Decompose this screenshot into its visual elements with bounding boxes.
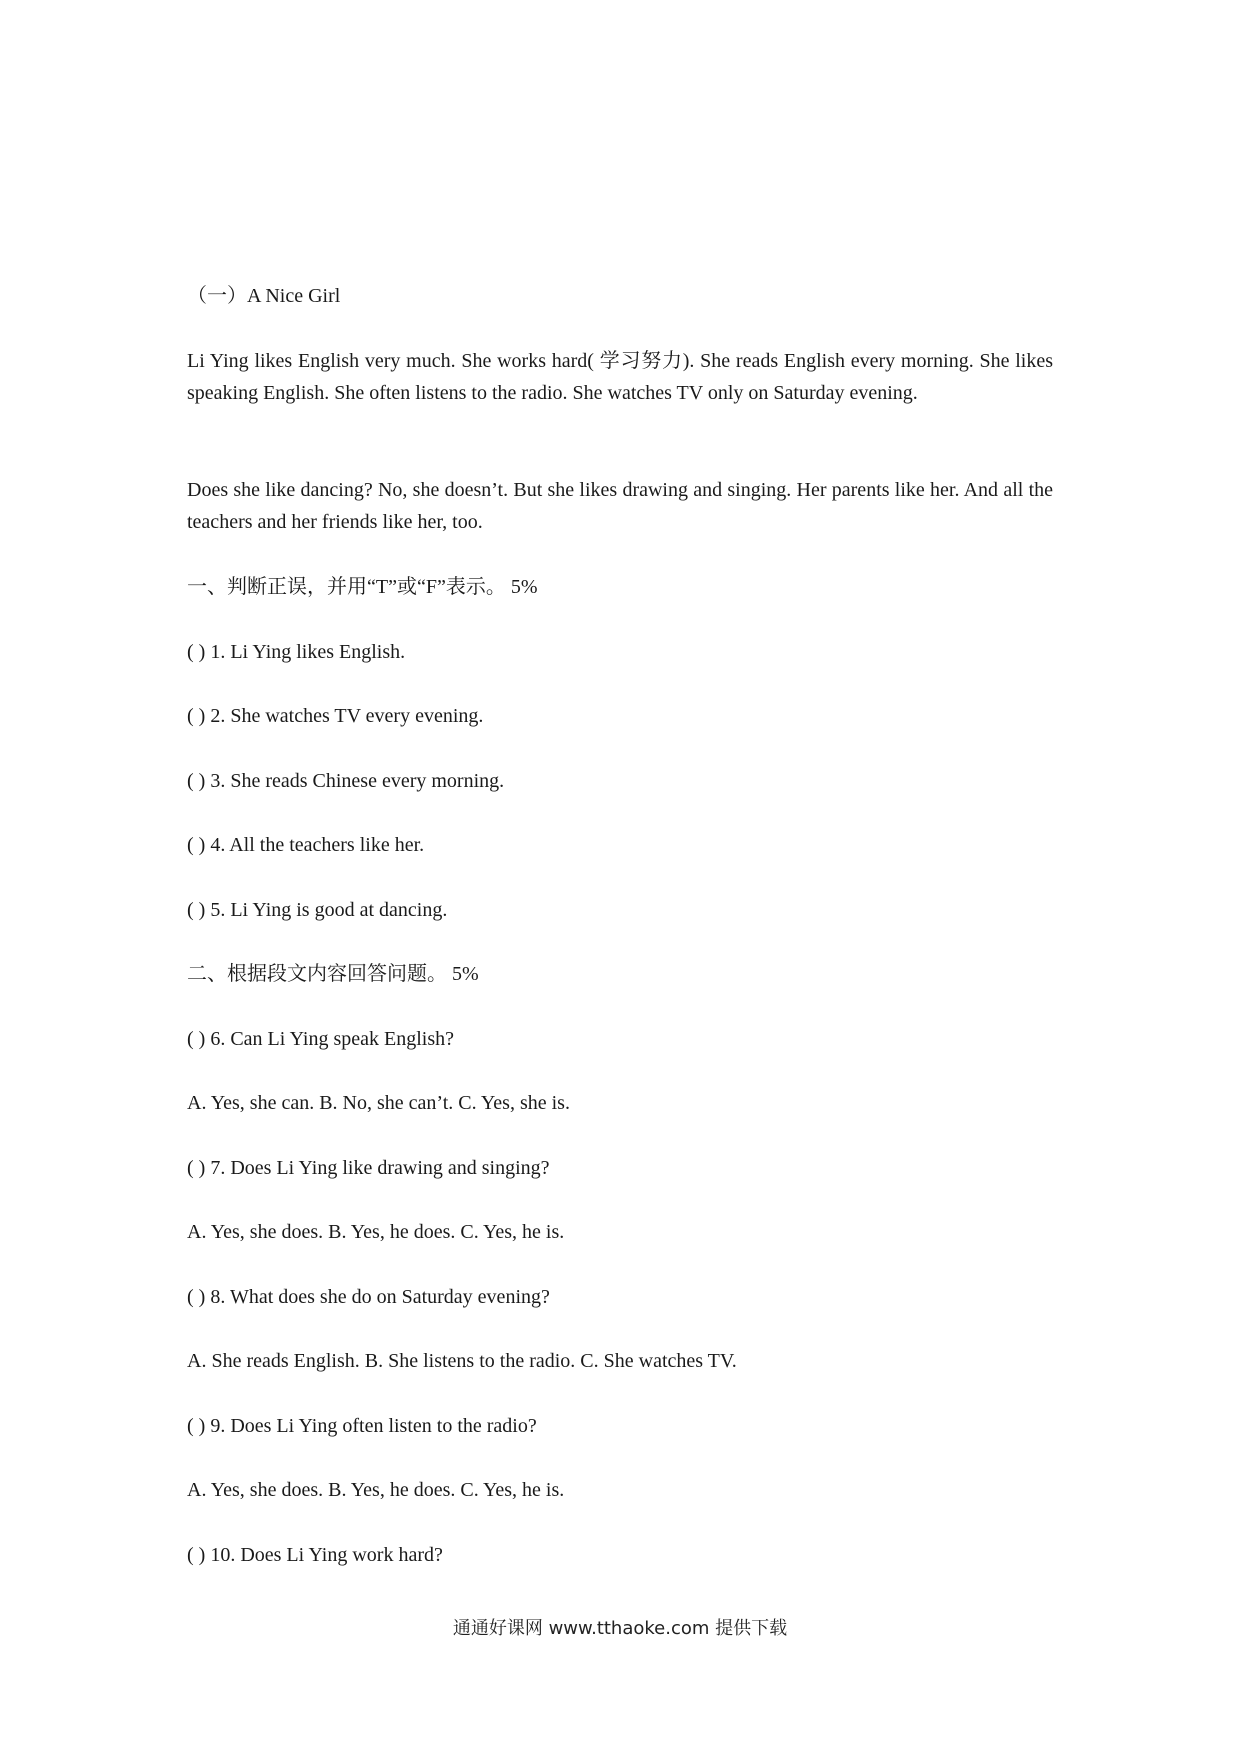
true-false-item-1: ( ) 1. Li Ying likes English. bbox=[187, 641, 406, 663]
true-false-item-2: ( ) 2. She watches TV every evening. bbox=[187, 705, 484, 727]
question-7: ( ) 7. Does Li Ying like drawing and singing? bbox=[187, 1157, 550, 1179]
question-9-options: A. Yes, she does. B. Yes, he does. C. Yes, he is. bbox=[187, 1479, 565, 1501]
question-8: ( ) 8. What does she do on Saturday evening? bbox=[187, 1286, 550, 1308]
true-false-item-4: ( ) 4. All the teachers like her. bbox=[187, 834, 425, 856]
question-9: ( ) 9. Does Li Ying often listen to the radio? bbox=[187, 1415, 537, 1437]
question-6-options: A. Yes, she can. B. No, she can’t. C. Yes, she is. bbox=[187, 1092, 570, 1114]
section-1-heading: 一、判断正误，并用“T”或“F”表示。 5% bbox=[187, 576, 538, 598]
question-6: ( ) 6. Can Li Ying speak English? bbox=[187, 1028, 454, 1050]
question-8-options: A. She reads English. B. She listens to the radio. C. She watches TV. bbox=[187, 1350, 737, 1372]
question-7-options: A. Yes, she does. B. Yes, he does. C. Yes, he is. bbox=[187, 1221, 565, 1243]
passage-title: （一）A Nice Girl bbox=[187, 285, 341, 307]
true-false-item-5: ( ) 5. Li Ying is good at dancing. bbox=[187, 899, 448, 921]
passage-paragraph-2: Does she like dancing? No, she doesn’t. But she likes drawing and singing. Her parents like her. And all the teachers and her friends like her, too. bbox=[187, 479, 1053, 533]
section-2-heading: 二、根据段文内容回答问题。 5% bbox=[187, 963, 479, 985]
question-10: ( ) 10. Does Li Ying work hard? bbox=[187, 1544, 443, 1566]
page-footer: 通通好课网 www.tthaoke.com 提供下载 bbox=[452, 1618, 788, 1639]
passage-paragraph-1: Li Ying likes English very much. She works hard( 学习努力). She reads English every morning. She likes speaking English. She often listens to the radio. She watches TV only on Saturday evening. bbox=[187, 350, 1053, 404]
true-false-item-3: ( ) 3. She reads Chinese every morning. bbox=[187, 770, 505, 792]
